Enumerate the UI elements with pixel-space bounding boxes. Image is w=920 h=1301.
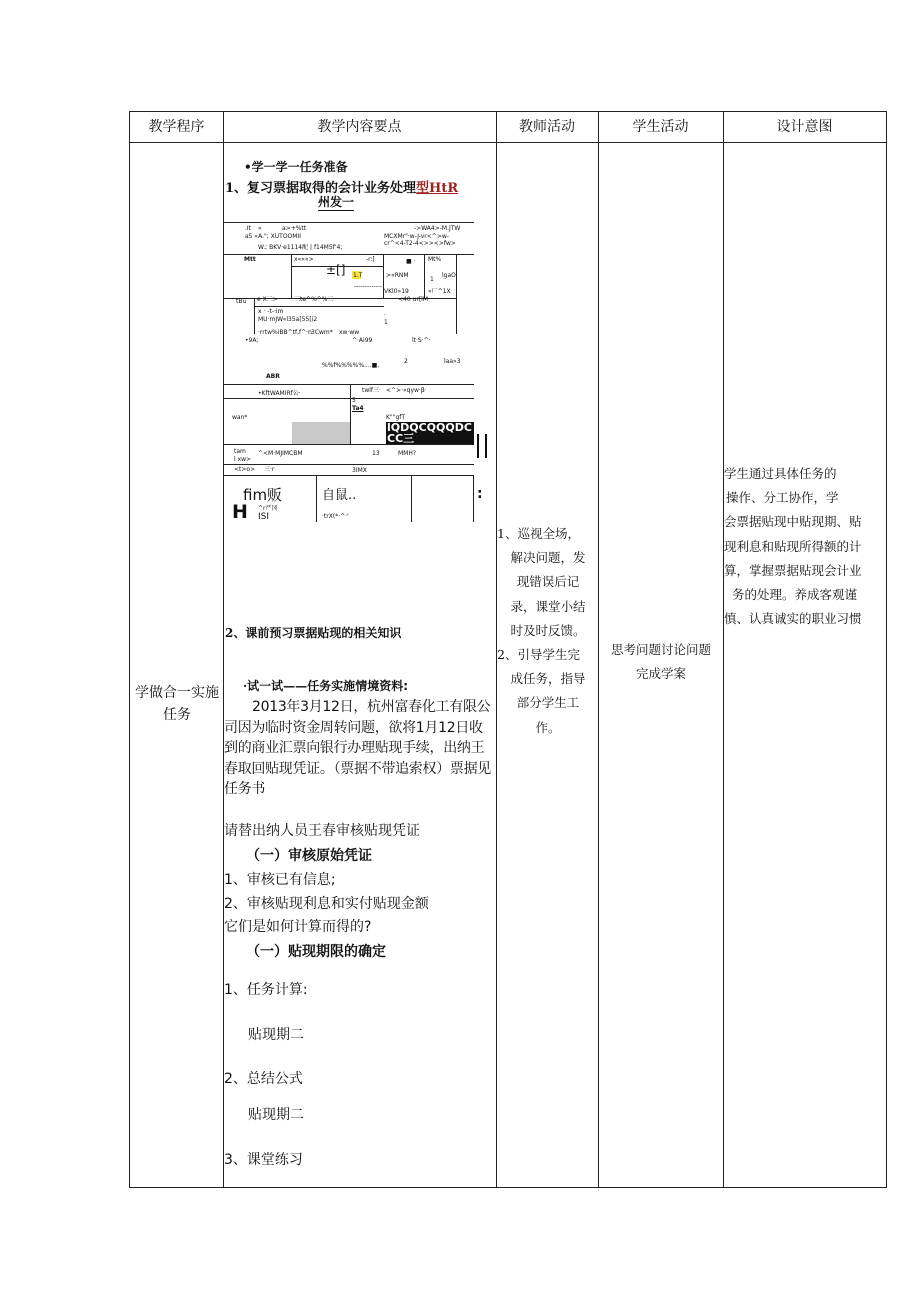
calc-3: 3、课堂练习	[224, 1152, 303, 1168]
scan-text: 13	[372, 450, 380, 457]
scan-text: 1	[430, 276, 434, 283]
design-line: 会票据贴现中贴现期、贴	[724, 514, 862, 530]
section2-title: 2、课前预习票据贴现的相关知识	[225, 626, 402, 640]
student-line: 思考问题讨论问题	[610, 642, 711, 657]
scan-bar	[477, 434, 479, 458]
section3-title-b: 情境资料:	[355, 679, 408, 693]
item-1: 1、审核已有信息;	[224, 872, 336, 888]
scan-text: MMH?	[398, 450, 417, 457]
scan-text: ^·Ai99	[352, 337, 373, 344]
section1-line2: 州发一	[318, 195, 355, 209]
scan-text: fim贩	[243, 486, 283, 504]
scan-text: lt·S·^·	[412, 337, 431, 344]
scan-colon: :	[477, 486, 483, 502]
item-2b: 它们是如何计算而得的?	[224, 919, 372, 935]
scan-text: «厂^1X	[428, 288, 451, 295]
scan-text: e·X三>	[257, 296, 278, 303]
design-line: 务的处理。养成客观谨	[732, 587, 858, 603]
scan-text: .It	[245, 225, 252, 232]
teacher-line: 部分学生工	[516, 695, 580, 711]
task-paragraph: 2013年3月12日，杭州富春化工有限公司因为临时资金周转问题，欲将1月12日收到的商业汇票向银行办理贴现手续，出纳王春取回贴现凭证。（票据不带追索权）票据见任务书	[224, 699, 491, 797]
scan-text: W.; BKV·e1114配 | f14M5f'4;	[258, 244, 343, 251]
scan-text: ■ ·	[406, 258, 416, 265]
scan-text: ·trX(*·^·'	[322, 513, 349, 520]
scan-text: MU·mJW«l35a[55[i2	[258, 316, 318, 323]
section3-title	[243, 677, 408, 694]
scan-rule	[350, 384, 351, 444]
scan-text: MCXMr"·w-J-vr<^>w-	[384, 233, 449, 240]
design-intent	[724, 462, 886, 631]
scan-text: tBu	[236, 298, 247, 305]
scan-text: VKl0»19	[384, 288, 409, 295]
scan-rule	[224, 222, 474, 223]
scan-grey-block	[292, 422, 350, 444]
scan-text: ·rrtw%iBB^tf,f^·n	[258, 329, 312, 336]
scan-rule	[424, 254, 425, 298]
scan-text: H	[232, 501, 248, 523]
header-program: 教学程序	[148, 119, 205, 135]
scan-rule	[456, 254, 457, 334]
sub-heading-1: （一）审核原始凭证	[246, 848, 372, 864]
scan-text: -r:[	[366, 256, 375, 263]
design-line: 操作、分工协作，学	[726, 490, 839, 506]
design-line: 学生通过具体任务的	[724, 466, 837, 481]
scan-text: ABR	[266, 373, 280, 380]
scan-text: lQDQCQQQDC	[387, 421, 472, 434]
stage-label: 学做合一实施任务	[135, 685, 219, 723]
task-line: 请替出纳人员王春审核贴现凭证	[224, 823, 420, 839]
calc-2: 2、总结公式	[224, 1071, 303, 1087]
scan-text: >«RNM	[386, 272, 409, 279]
scan-rule	[224, 444, 474, 445]
scan-rule	[224, 384, 474, 385]
header-student: 学生活动	[632, 119, 689, 135]
teacher-line: 时及时反馈。	[510, 622, 586, 638]
scan-text: ^<M·MJIMCBM	[258, 450, 303, 457]
scan-text: lgaO	[442, 272, 456, 279]
scan-text: K""gfT	[386, 414, 406, 421]
scan-text: 3IMX	[352, 467, 367, 474]
scan-text: twlf三·	[362, 387, 381, 394]
scan-text: 1	[384, 319, 388, 326]
scan-text: 三·r	[264, 466, 275, 473]
student-line: 完成学案	[635, 666, 686, 681]
header-divider	[130, 142, 886, 143]
scan-rule	[224, 254, 474, 255]
scan-text: CC三	[387, 432, 415, 445]
scan-text: ->WA4>-M.JTW	[414, 225, 461, 232]
scan-text: 2	[404, 358, 408, 365]
scan-rule	[254, 306, 384, 307]
scan-text: <t>o>	[234, 466, 256, 473]
scan-rule	[224, 398, 474, 399]
scan-text: x«««>	[294, 256, 314, 263]
teacher-line: 录，课堂小结	[510, 598, 586, 614]
scan-text: <^>·«qyw·β·	[386, 387, 427, 394]
scan-text: ±[]	[326, 263, 346, 277]
scan-text: <40·ur[lM·	[398, 296, 430, 303]
teacher-line: 解决问题，发	[510, 550, 586, 566]
design-line: 现利息和贴现所得额的计	[724, 538, 862, 554]
scan-bar	[485, 434, 487, 458]
scan-text: 5	[352, 397, 356, 404]
teacher-line: 成任务，指导	[510, 671, 586, 687]
scan-rule	[473, 475, 474, 522]
calc-1: 1、任务计算:	[224, 982, 308, 998]
item-2: 2、审核贴现利息和实付贴现金额	[224, 896, 429, 912]
teacher-activity	[497, 522, 599, 740]
section1-line1-red: 型HtR	[416, 181, 459, 196]
scan-rule	[254, 298, 255, 334]
scan-rule	[316, 475, 317, 522]
design-line: 慎、认真诚实的职业习惯	[724, 611, 862, 627]
scan-text: wan*	[232, 414, 248, 421]
scan-rule	[291, 254, 292, 298]
header-content: 教学内容要点	[317, 119, 402, 135]
scan-text: Mtt	[244, 256, 256, 263]
scan-text: «	[258, 225, 262, 232]
calc-2-formula: 贴现期二	[248, 1107, 304, 1123]
scan-rule	[411, 475, 412, 522]
scan-text: 三te^%^%三	[294, 296, 334, 303]
calc-1-formula: 贴现期二	[248, 1027, 304, 1043]
teacher-line: 作。	[535, 719, 561, 735]
teacher-line: 1、巡视全场，	[497, 526, 580, 541]
scan-text: Ta4	[352, 405, 364, 412]
scan-text: laa»3	[444, 358, 461, 365]
scan-text: l xw>	[234, 456, 252, 463]
scan-text: a>+%tt	[282, 225, 307, 232]
scan-text: 自鼠..	[322, 488, 357, 503]
header-teacher: 教师活动	[519, 119, 575, 135]
section3-title-a: ·试一试——任务实施	[243, 679, 356, 693]
scan-text: -------------	[354, 283, 383, 290]
teacher-line: 现错误后记	[516, 574, 580, 590]
scan-text: •9A;	[245, 337, 259, 344]
column-divider	[223, 112, 224, 1187]
scan-rule	[224, 464, 474, 465]
scan-text: xw·ww	[339, 329, 360, 336]
scan-text: tam	[234, 448, 246, 455]
scan-text: a5 «A."; XUTOOMII	[245, 233, 301, 240]
student-activity	[599, 638, 723, 686]
scan-text: %%f%%%%%....■,	[322, 362, 380, 369]
section1-title: •学一学一任务准备	[244, 160, 348, 174]
design-line: 算，掌握票据贴现会计业	[724, 562, 862, 578]
section1-line1-text: 1、复习票据取得的会计业务处理	[225, 181, 417, 196]
teacher-line: 2、引导学生完	[497, 647, 580, 663]
column-divider	[723, 112, 724, 1187]
scan-text: x · -t-·im	[258, 308, 284, 315]
scan-text: Mt%	[428, 256, 442, 263]
scan-text: ·	[384, 312, 386, 319]
scan-text: 3Cwm*	[311, 329, 333, 336]
sub-heading-2: （一）贴现期限的确定	[246, 944, 386, 960]
scan-text: •KftWAMIRf公·	[258, 390, 301, 397]
scan-text: cr^<4-T2-4<>><>fw>	[384, 240, 456, 247]
header-design: 设计意图	[776, 119, 833, 135]
scan-text: ^r严冈	[258, 505, 278, 512]
scan-text: 1.T	[353, 272, 363, 279]
scan-rule	[224, 475, 474, 476]
scan-text: ISI	[258, 512, 270, 522]
